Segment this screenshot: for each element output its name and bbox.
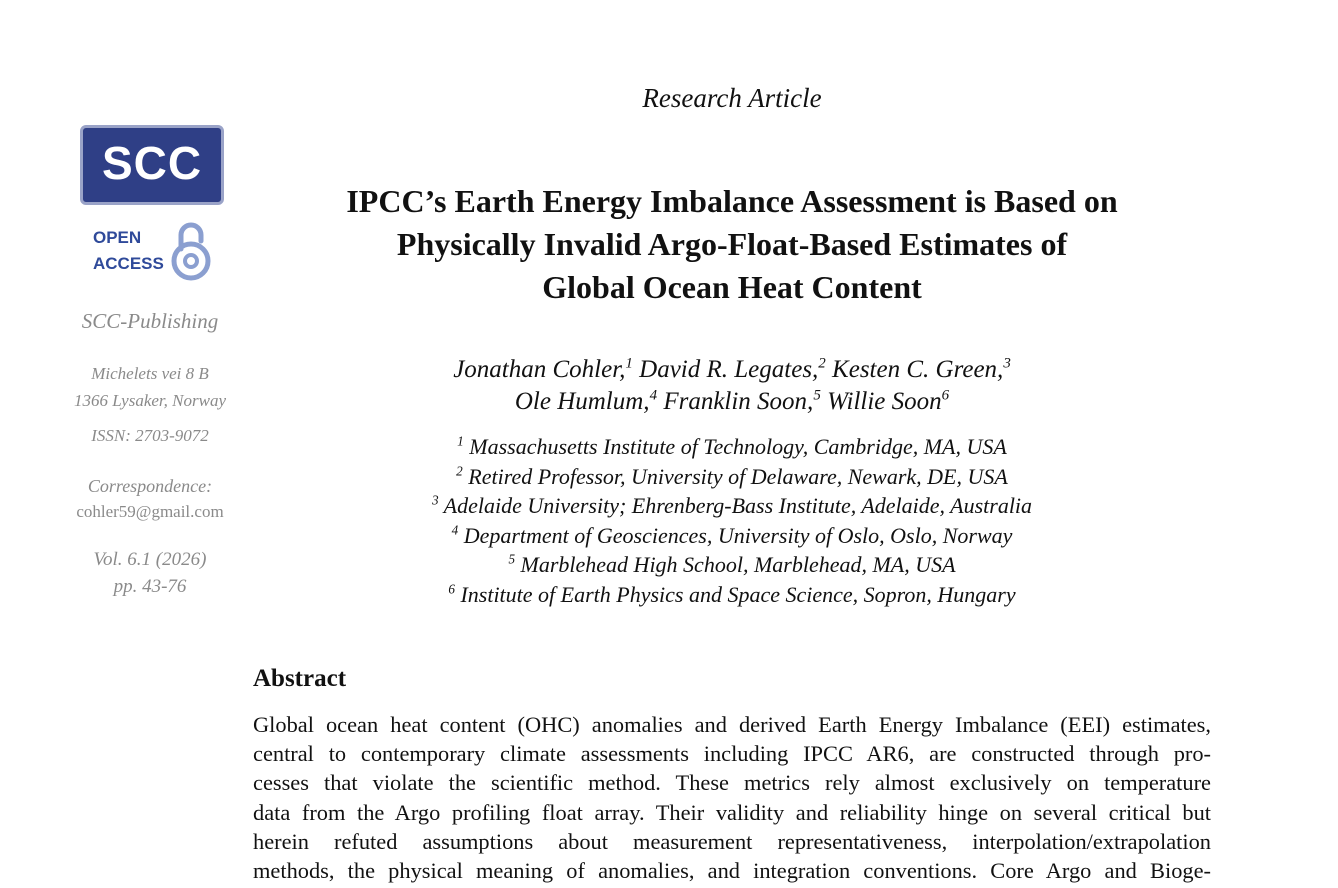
affiliation [253,550,1211,580]
issn: ISSN: 2703-9072 [91,426,209,445]
affiliation [253,462,1211,492]
author-name: Franklin Soon, [663,388,814,415]
affiliation-text: Institute of Earth Physics and Space Science, Sopron, Hungary [460,581,1016,607]
author-name: David R. Legates, [639,356,819,383]
affiliation [253,432,1211,462]
affiliation-text: Marblehead High School, Marblehead, MA, USA [520,552,956,577]
title-line: IPCC’s Earth Energy Imbalance Assessment is Based on [346,183,1118,219]
open-access-badge [93,225,213,285]
publisher-address [40,360,260,414]
volume-info [40,546,260,600]
author-line-2 [253,386,1211,418]
affiliation-sup: 6 [448,581,455,597]
journal-sidebar [40,125,260,600]
author-sup: 5 [813,387,821,404]
abstract-line: methods, the physical meaning of anomalies, and integration conventions. Core Argo and Bioge- [253,857,1211,883]
affiliation-sup: 3 [431,492,439,508]
author-sup: 1 [625,355,633,372]
affiliation-sup: 4 [451,522,459,538]
title-line: Physically Invalid Argo-Float-Based Estimates of [396,226,1068,262]
author-list [253,354,1211,418]
pages: pp. 43-76 [113,576,187,597]
affiliation-sup: 2 [456,463,463,479]
author-sup: 2 [818,355,826,372]
author-line-1 [253,354,1211,386]
open-lock-icon [169,219,213,281]
author-name: Ole Humlum, [514,388,650,415]
affiliation-text: Massachusetts Institute of Technology, Cambridge, MA, USA [469,434,1007,459]
affiliation-text: Retired Professor, University of Delaware, Newark, DE, USA [468,463,1008,489]
open-access-line-2: ACCESS [93,254,164,273]
affiliation [253,491,1211,521]
affiliation-text: Adelaide University; Ehrenberg-Bass Institute, Adelaide, Australia [443,493,1033,518]
author-sup: 6 [941,387,950,404]
author-sup: 4 [649,387,658,404]
author-name: Jonathan Cohler, [453,356,626,383]
correspondence-email[interactable]: cohler59@gmail.com [76,502,224,521]
correspondence [40,474,260,524]
abstract-body [253,710,1211,885]
affiliation-sup: 5 [508,551,516,567]
publisher-name: SCC-Publishing [81,309,219,333]
address-line-1: Michelets vei 8 B [91,364,209,383]
abstract-line: herein refuted assumptions about measurement representativeness, interpolation/extrapolation [253,828,1211,854]
volume: Vol. 6.1 (2026) [93,549,207,570]
scc-logo [80,125,224,205]
open-access-label [93,225,164,277]
author-name: Kesten C. Green, [832,356,1004,383]
article-type: Research Article [642,83,822,113]
abstract-line: data from the Argo profiling float array. Their validity and reliability hinge on several critical but [253,799,1211,825]
affiliation [253,580,1211,610]
open-access-line-1: OPEN [93,228,142,247]
address-line-2: 1366 Lysaker, Norway [73,391,227,410]
affiliation-sup: 1 [457,433,464,449]
abstract-line: central to contemporary climate assessments including IPCC AR6, are constructed through pro- [253,741,1211,767]
abstract-line: cesses that violate the scientific method. These metrics rely almost exclusively on temperature [253,770,1211,796]
abstract-heading: Abstract [253,665,347,692]
author-name: Willie Soon [827,388,942,415]
author-sup: 3 [1003,355,1011,372]
affiliation [253,521,1211,551]
title-line: Global Ocean Heat Content [542,269,922,305]
abstract-line: Global ocean heat content (OHC) anomalies and derived Earth Energy Imbalance (EEI) estimates, [253,712,1211,737]
logo-text: SCC [101,137,203,189]
correspondence-label: Correspondence: [87,476,213,496]
affiliation-text: Department of Geosciences, University of Oslo, Oslo, Norway [463,522,1013,548]
article-title [253,180,1211,309]
affiliation-list [253,432,1211,609]
